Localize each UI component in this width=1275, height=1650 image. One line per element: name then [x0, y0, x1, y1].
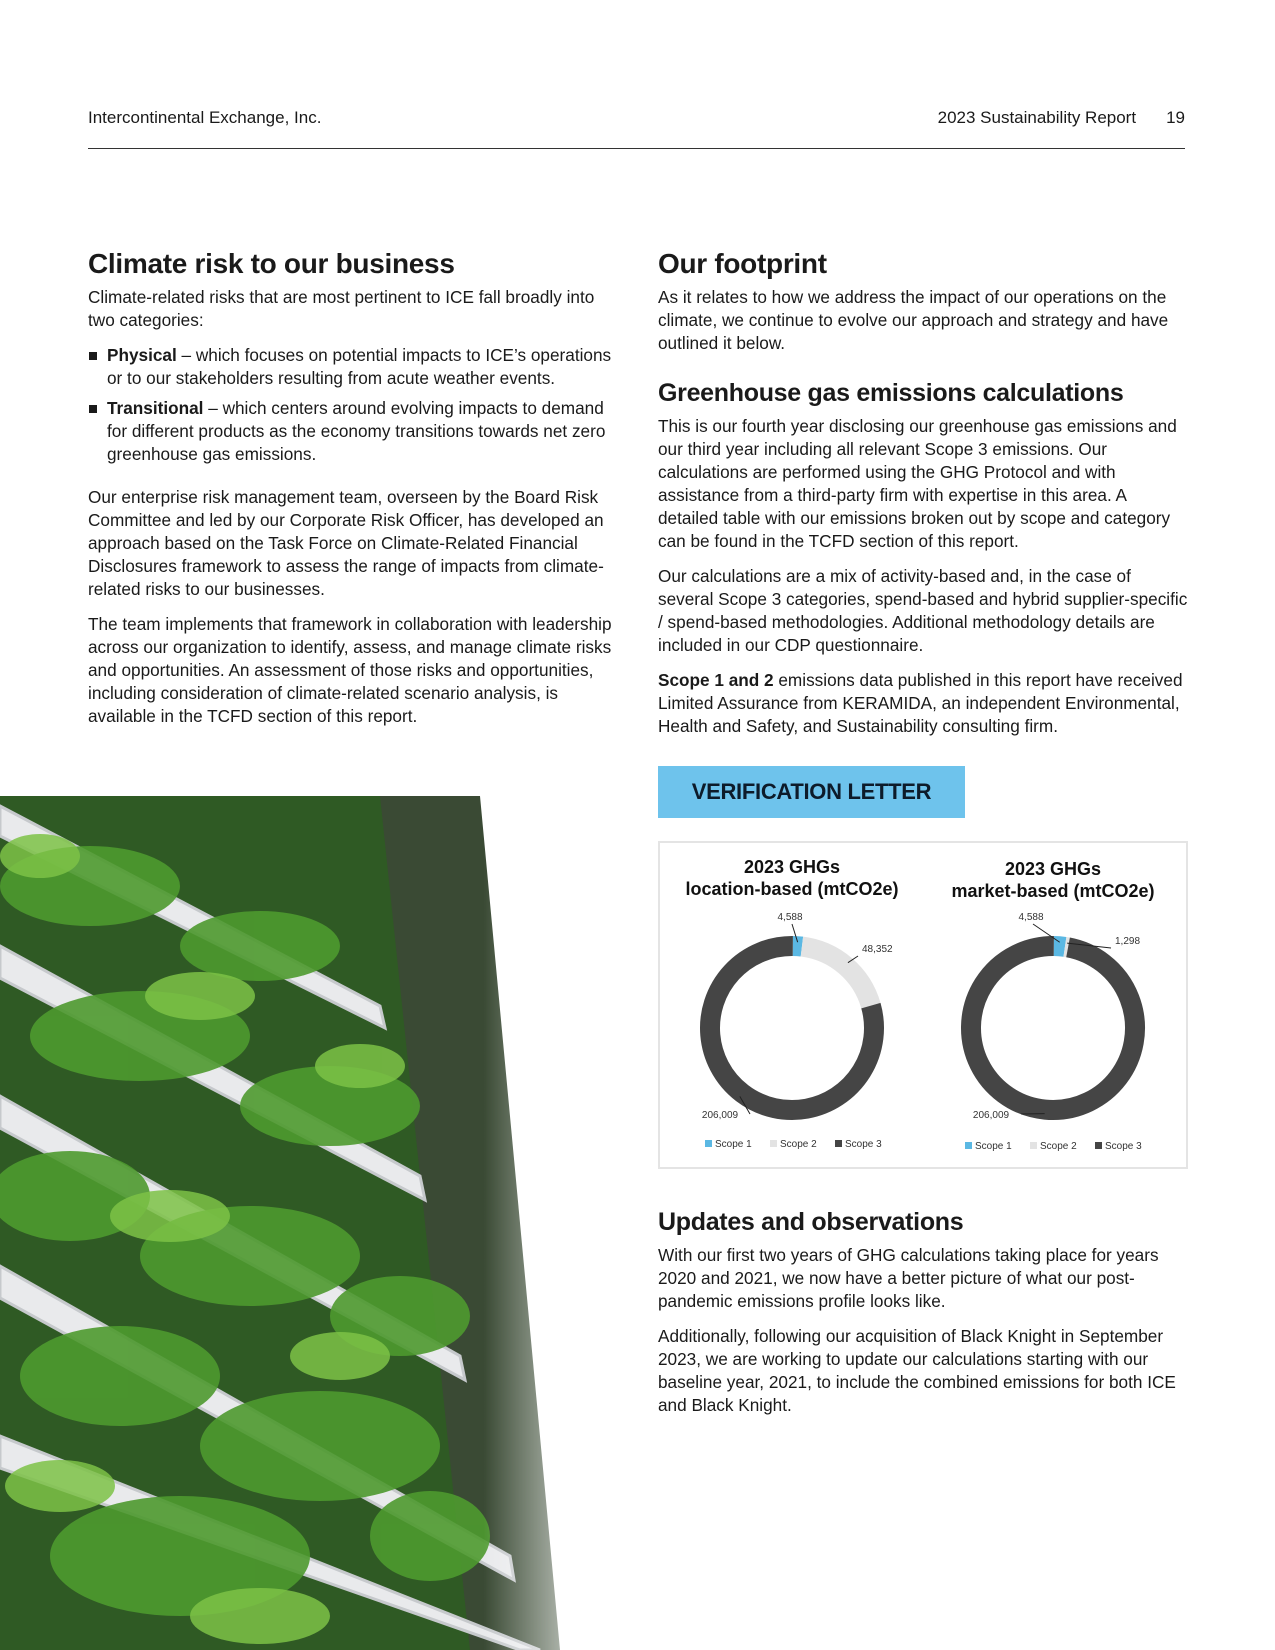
- list-item: [88, 397, 618, 466]
- company-name: Intercontinental Exchange, Inc.: [88, 108, 322, 127]
- data-label: 48,352: [862, 944, 893, 955]
- bullet-square-icon: [89, 352, 97, 360]
- location-based-chart: [685, 857, 898, 1150]
- footprint-heading: Our footprint: [658, 248, 827, 279]
- risk-description: – which focuses on potential impacts to ICE’s operations or to our stakeholders resulting from acute weather events.: [107, 345, 612, 388]
- risk-term: Transitional: [107, 398, 204, 418]
- data-label: 1,298: [1115, 936, 1141, 947]
- risk-category-list: [88, 344, 618, 466]
- donut-slice-scope-2: [1065, 947, 1068, 948]
- assurance-text: emissions data published in this report have received Limited Assurance from KERAMIDA, an independent Environmental, Health and Safety, and Sustainability consulting firm.: [658, 670, 1183, 736]
- risk-description: – which centers around evolving impacts to demand for different products as the economy transitions towards net zero greenhouse gas emissions.: [107, 398, 606, 464]
- donut-slice-scope-1: [1054, 946, 1065, 947]
- scope-bold-text: Scope 1 and 2: [658, 670, 774, 690]
- donut-slice-scope-1: [793, 946, 802, 947]
- ghg-heading: Greenhouse gas emissions calculations: [658, 379, 1124, 407]
- legend-swatch: [835, 1140, 842, 1147]
- page-header: [88, 104, 1185, 149]
- market-based-chart: [951, 859, 1154, 1152]
- legend-label: Scope 2: [780, 1139, 817, 1150]
- ghg-chart-panel: [658, 841, 1188, 1169]
- legend-label: Scope 2: [1040, 1141, 1077, 1152]
- data-label: 206,009: [701, 1110, 739, 1121]
- erm-paragraph: Our enterprise risk management team, overseen by the Board Risk Committee and led by our Corporate Risk Officer, has developed an approach based on the Task Force on Climate-Related Financial Disclosures framework to assess the range of impacts from climate-related risks to our businesses.: [88, 487, 604, 599]
- report-title: 2023 Sustainability Report: [937, 108, 1137, 127]
- legend-swatch: [1095, 1142, 1102, 1149]
- climate-risk-heading: Climate risk to our business: [88, 248, 455, 279]
- data-label: 4,588: [777, 912, 803, 923]
- green-building-photo: [0, 796, 620, 1650]
- updates-section: [658, 1206, 1188, 1429]
- page-number: 19: [1166, 108, 1185, 127]
- chart-title: 2023 GHGs: [743, 857, 841, 877]
- ghg-paragraph-1: This is our fourth year disclosing our greenhouse gas emissions and our third year including all relevant Scope 3 emissions. Our calculations are performed using the GHG Protocol and with assistance from a third-party firm with expertise in this area. A detailed table with our emissions broken out by scope and category can be found in the TCFD section of this report.: [658, 416, 1177, 551]
- legend-label: Scope 3: [1105, 1141, 1142, 1152]
- legend-swatch: [1030, 1142, 1037, 1149]
- chart-title: 2023 GHGs: [1004, 859, 1102, 879]
- legend-label: Scope 1: [715, 1139, 752, 1150]
- legend-label: Scope 3: [845, 1139, 882, 1150]
- footprint-section: [658, 248, 1188, 818]
- updates-paragraph-2: Additionally, following our acquisition of Black Knight in September 2023, we are working to update our calculations starting with our baseline year, 2021, to include the combined emissions for both ICE and Black Knight.: [658, 1326, 1176, 1415]
- legend-swatch: [770, 1140, 777, 1147]
- report-title-group: [938, 108, 1185, 128]
- climate-risk-intro: Climate-related risks that are most pertinent to ICE fall broadly into two categories:: [88, 287, 595, 330]
- legend-swatch: [965, 1142, 972, 1149]
- chart-title: location-based (mtCO2e): [685, 879, 899, 899]
- ghg-donut-charts: [660, 843, 1186, 1167]
- legend-swatch: [705, 1140, 712, 1147]
- data-label: 206,009: [972, 1110, 1010, 1121]
- ghg-paragraph-2: Our calculations are a mix of activity-based and, in the case of several Scope 3 categories, spend-based and hybrid supplier-specific / spend-based methodologies. Additional methodology details are included in our CDP questionnaire.: [658, 566, 1188, 655]
- updates-paragraph-1: With our first two years of GHG calculations taking place for years 2020 and 2021, we now have a better picture of what our post-pandemic emissions profile looks like.: [658, 1245, 1159, 1311]
- updates-heading: Updates and observations: [658, 1208, 964, 1236]
- bullet-square-icon: [89, 405, 97, 413]
- data-label: 4,588: [1018, 912, 1044, 923]
- climate-risk-section: [88, 248, 618, 740]
- risk-term: Physical: [107, 345, 177, 365]
- footprint-intro: As it relates to how we address the impact of our operations on the climate, we continue to evolve our approach and strategy and have outlined it below.: [658, 287, 1169, 353]
- chart-title: market-based (mtCO2e): [951, 881, 1155, 901]
- legend-label: Scope 1: [975, 1141, 1012, 1152]
- list-item: [88, 344, 618, 390]
- donut-slice-scope-2: [802, 947, 871, 1006]
- donut-slice-scope-3: [971, 946, 1135, 1110]
- verification-letter-button[interactable]: VERIFICATION LETTER: [658, 766, 965, 818]
- ghg-paragraph-3: [658, 669, 1188, 738]
- framework-paragraph: The team implements that framework in collaboration with leadership across our organization to identify, assess, and manage climate risks and opportunities. An assessment of those risks and opportunities, including consideration of climate-related scenario analysis, is available in the TCFD section of this report.: [88, 614, 612, 726]
